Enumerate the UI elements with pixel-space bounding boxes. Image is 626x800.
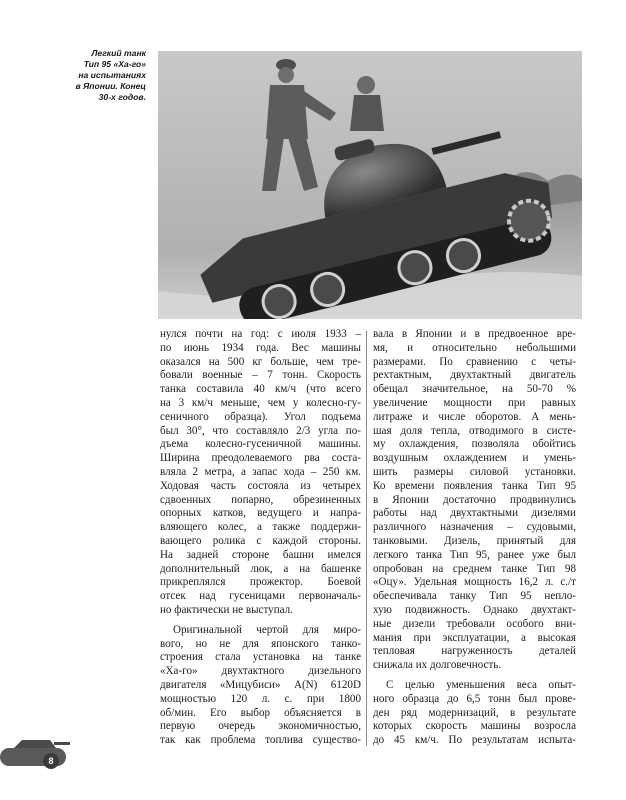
text-line: му охлаждения, позволяла обойтись: [373, 438, 576, 451]
text-line: размерами. По сравнению с четы-: [373, 355, 576, 368]
text-line: обещал значительное, на 50-70 %: [373, 383, 576, 396]
text-line: танка составила 40 км/ч (что всего: [160, 383, 361, 396]
text-line: шая доля тепла, отводимого в систе-: [373, 424, 576, 437]
text-line: танковыми. Дизель, принятый для: [373, 534, 576, 547]
text-line: воздушным охлаждением и умень-: [373, 452, 576, 465]
text-line: вала в Японии и в предвоенное вре-: [373, 328, 576, 340]
text-line: опорных катков, ведущего и напра-: [160, 507, 361, 520]
text-line: прикреплялся прожектор. Боевой: [160, 576, 361, 589]
caption-line: Легкий танк: [91, 48, 146, 58]
caption-line: Тип 95 «Ха-го»: [83, 59, 146, 69]
text-line: Оригинальной чертой для миро-: [173, 623, 361, 636]
text-line: легкого танка Тип 95, ранее уже был: [373, 548, 576, 561]
text-line: увеличение мощности при равных: [373, 396, 576, 409]
tank-photo-illustration: [158, 51, 582, 319]
text-line: так как проблема топлива существо-: [160, 734, 361, 747]
text-line: нулся почти на год: с июля 1933 –: [160, 328, 361, 340]
text-line: об/мин. Его выбор объясняется в: [160, 706, 361, 719]
text-line: работы над двухтактными дизелями: [373, 507, 576, 520]
text-line: двигателя «Мицубиси» A(N) 6120D: [160, 678, 361, 691]
text-line: опробован на среднем танке Тип 98: [373, 562, 576, 575]
text-line: сеничного образца). Угол подъема: [160, 410, 361, 423]
text-line: сдвоенных попарно, обрезиненных: [160, 493, 361, 506]
text-line: вляющего колес, а также поддержи-: [160, 521, 361, 534]
text-line: хую подвижность. Однако двухтакт-: [373, 603, 576, 616]
text-line: но фактически не выступал.: [160, 603, 293, 616]
photo-caption: [56, 48, 146, 103]
text-line: дъема колесно-гусеничной машины.: [160, 438, 361, 451]
text-line: Ко времени появления танка Тип 95: [373, 479, 576, 492]
text-line: тепловая нагруженность деталей: [373, 645, 576, 658]
text-line: рехтактным, двухтактный двигатель: [373, 369, 576, 382]
text-line: на 3 км/ч меньше, чем у колесно-гу-: [160, 396, 361, 409]
text-line: ные дизели требовали особого вни-: [373, 617, 576, 630]
caption-line: в Японии. Конец: [75, 81, 146, 91]
text-line: дополнительный люк, а на башенке: [160, 562, 361, 575]
text-line: которых скорость машины возросла: [373, 720, 576, 733]
caption-line: 30-х годов.: [98, 92, 146, 102]
text-line: различного назначения – судовыми,: [373, 521, 576, 534]
text-line: мощностью 120 л. с. при 1800: [160, 692, 361, 705]
text-column-left: [160, 328, 361, 748]
text-line: Ширина преодолеваемого рва соста-: [160, 452, 361, 465]
text-line: «Оцу». Удельная мощность 16,2 л. с./т: [373, 576, 576, 589]
tank-silhouette-icon: [0, 738, 72, 770]
text-line: первую очередь экономичностью,: [160, 720, 361, 733]
text-line: вляла 2 метра, а запас хода – 250 км.: [160, 465, 361, 478]
text-line: до 45 км/ч. По результатам испыта-: [373, 734, 576, 747]
text-line: оказался на 500 кг больше, чем тре-: [160, 355, 361, 368]
page-number: 8: [48, 756, 54, 766]
text-line: обеспечивала танку Тип 95 непло-: [373, 590, 576, 603]
text-line: «Ха-го» двухтактного дизельного: [160, 665, 361, 678]
text-line: мя, и относительно небольшими: [373, 341, 576, 354]
text-line: На задней стороне башни имелся: [160, 548, 361, 561]
column-divider: [366, 331, 367, 746]
text-line: литраже и числе оборотов. А мень-: [373, 410, 576, 423]
text-line: ден ряд модернизаций, в результате: [373, 706, 576, 719]
text-line: шить размеры силовой установки.: [373, 465, 576, 478]
text-line: был 30°, что составляло 2/3 угла по-: [160, 424, 361, 437]
text-line: Ходовая часть состояла из четырех: [160, 479, 361, 492]
text-line: бовали военные – 7 тонн. Скорость: [160, 369, 361, 382]
text-line: в Японии достаточно продвинулись: [373, 493, 576, 506]
text-column-right: [373, 328, 576, 748]
text-line: мания при эксплуатации, а высокая: [373, 631, 576, 644]
text-line: С целью уменьшения веса опыт-: [386, 678, 576, 691]
tank-photo: [158, 51, 582, 319]
text-line: вого, но не для японского танко-: [160, 637, 361, 650]
text-line: ного образца до 6,5 тонн был прове-: [373, 692, 576, 705]
text-line: по июнь 1934 года. Вес машины: [160, 341, 361, 354]
caption-line: на испытаниях: [78, 70, 146, 80]
text-line: отсек над гусеницами первоначаль-: [160, 590, 361, 603]
text-line: вающего ролика с каждой стороны.: [160, 534, 361, 547]
text-line: строения стала установка на танке: [160, 651, 361, 664]
text-line: снижала их долговечность.: [373, 659, 502, 672]
